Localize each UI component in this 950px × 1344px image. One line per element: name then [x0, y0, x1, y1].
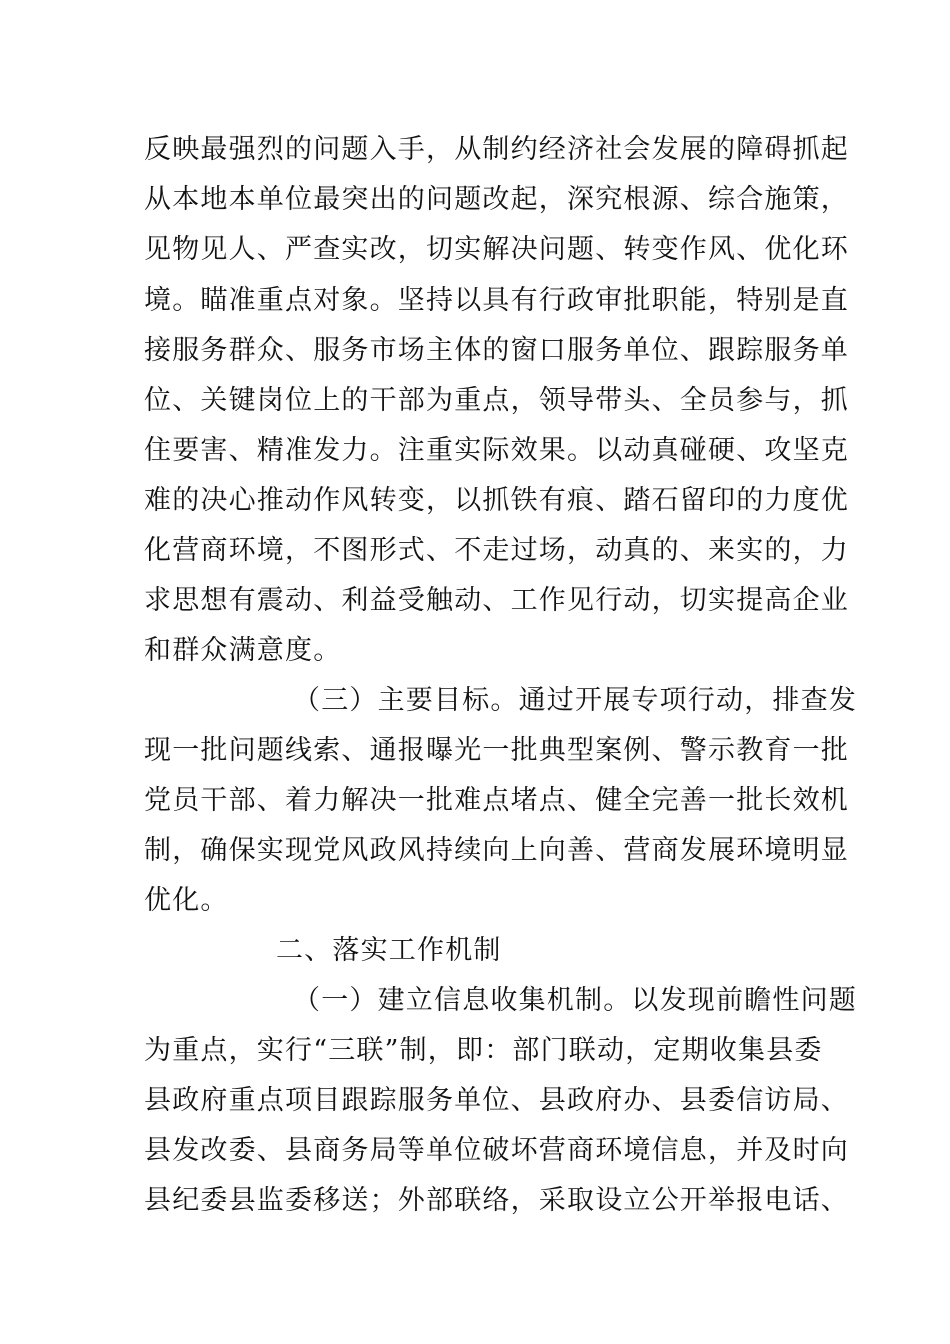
text-line: 和群众满意度。 [144, 635, 342, 666]
text-line: 为重点，实行“三联”制，即：部门联动，定期收集县委 [144, 1035, 823, 1066]
text-line: 住要害、精准发力。注重实际效果。以动真碰硬、攻坚克 [144, 435, 849, 466]
text-line: 求思想有震动、利益受触动、工作见行动，切实提高企业 [144, 585, 849, 616]
text-line: 优化。 [144, 885, 229, 916]
subsection-heading-line: （一）建立信息收集机制。以发现前瞻性问题 [293, 985, 857, 1016]
text-line: 位、关键岗位上的干部为重点，领导带头、全员参与，抓 [144, 385, 849, 416]
text-line: 见物见人、严查实改，切实解决问题、转变作风、优化环 [144, 234, 849, 265]
section-goal-heading-line: （三）主要目标。通过开展专项行动，排查发 [293, 685, 857, 716]
text-line: 化营商环境，不图形式、不走过场，动真的、来实的，力 [144, 535, 849, 566]
text-line: 接服务群众、服务市场主体的窗口服务单位、跟踪服务单 [144, 335, 849, 366]
text-line: 党员干部、着力解决一批难点堵点、健全完善一批长效机 [144, 785, 849, 816]
text-line: 反映最强烈的问题入手，从制约经济社会发展的障碍抓起 [144, 134, 849, 165]
text-line: 县纪委县监委移送；外部联络，采取设立公开举报电话、 [144, 1185, 849, 1216]
text-line: 境。瞄准重点对象。坚持以具有行政审批职能，特别是直 [144, 285, 849, 316]
text-line: 现一批问题线索、通报曝光一批典型案例、警示教育一批 [144, 735, 849, 766]
text-line: 县发改委、县商务局等单位破坏营商环境信息，并及时向 [144, 1135, 849, 1166]
text-line: 制，确保实现党风政风持续向上向善、营商发展环境明显 [144, 835, 849, 866]
section-heading: 二、落实工作机制 [276, 935, 502, 966]
text-line: 从本地本单位最突出的问题改起，深究根源、综合施策， [144, 184, 849, 215]
text-line: 县政府重点项目跟踪服务单位、县政府办、县委信访局、 [144, 1085, 849, 1116]
text-line: 难的决心推动作风转变，以抓铁有痕、踏石留印的力度优 [144, 485, 849, 516]
